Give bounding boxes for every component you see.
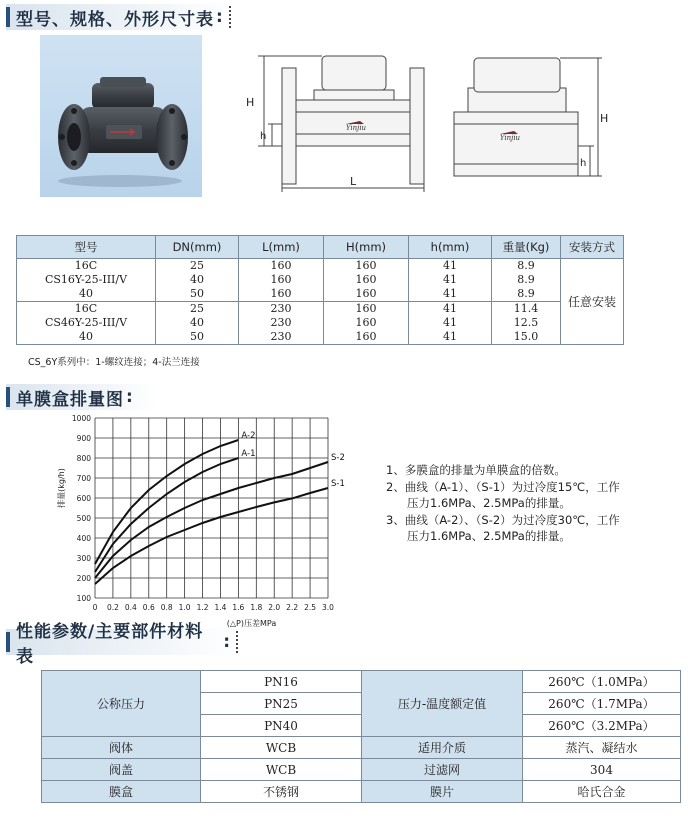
x-tick-label: 0 [92,603,98,612]
cell-weight: 12.5 [492,316,561,330]
pn-value: PN25 [201,693,362,715]
cell-h: 41 [409,302,492,317]
header-dotted-separator [236,631,238,653]
brand-mark-left: Yinjiu [345,124,367,132]
series-label: A-2 [241,431,256,441]
x-tick-label: 1.4 [214,603,227,612]
x-axis-label: (△P)压差MPa [226,619,277,628]
pt-value: 260℃（3.2MPa） [523,715,681,737]
material-table [41,670,681,803]
col-mount: 安装方式 [561,236,624,259]
spec-header-row [17,236,624,259]
cell-h: 41 [409,287,492,302]
title-colon: : [216,7,223,27]
y-tick-label: 600 [76,494,91,503]
cell-H: 160 [324,316,409,330]
cell-H: 160 [324,273,409,287]
title-colon: : [126,387,133,407]
title-colon: : [223,632,230,652]
x-tick-label: 1.8 [250,603,263,612]
x-tick-label: 0.4 [124,603,137,612]
cell-L: 160 [239,273,324,287]
col-L: L(mm) [239,236,324,259]
y-tick-label: 400 [76,534,91,543]
model-cell-2 [17,302,156,345]
product-photo [40,35,202,197]
table-row [42,759,681,781]
cell-dn: 50 [156,330,239,345]
cell-L: 160 [239,287,324,302]
x-tick-label: 0.6 [142,603,155,612]
pn-value: PN40 [201,715,362,737]
col-dn: DN(mm) [156,236,239,259]
section-title-spec: 型号、规格、外形尺寸表 [16,9,214,30]
label-H-left: H [246,96,255,109]
x-tick-label: 2.0 [268,603,281,612]
y-tick-label: 700 [76,474,91,483]
cell-weight: 11.4 [492,302,561,317]
label-L: L [350,175,357,188]
header-accent-bar [6,7,10,27]
section-title-perf: 性能参数/主要部件材料表 [16,622,204,667]
y-tick-label: 800 [76,454,91,463]
col-model: 型号 [17,236,156,259]
cell-L: 230 [239,316,324,330]
model-line: CS16Y-25-III/V [44,273,128,286]
pn-value: PN16 [201,671,362,693]
section-title-curve: 单膜盒排量图 [16,389,124,410]
label-H-right: H [600,112,609,125]
y-tick-label: 1000 [71,414,91,423]
material-value: 不锈钢 [201,781,362,803]
material-label: 膜盒 [42,781,201,803]
col-weight: 重量(Kg) [492,236,561,259]
material-label: 过滤网 [362,759,523,781]
x-tick-label: 2.2 [286,603,299,612]
model-line: 16C [74,302,98,315]
y-tick-label: 200 [76,574,91,583]
table-row [17,259,624,274]
header-dotted-separator [229,6,231,28]
cell-dn: 25 [156,302,239,317]
material-value: WCB [201,737,362,759]
series-label: S-2 [331,453,345,463]
cell-h: 41 [409,259,492,274]
curve-note-1: 1、多膜盒的排量为单膜盒的倍数。 [386,463,566,477]
x-tick-label: 0.2 [106,603,119,612]
series-note: CS_6Y系列中：1-螺纹连接；4-法兰连接 [28,357,200,368]
table-row [42,781,681,803]
nominal-pressure-label: 公称压力 [42,671,201,737]
x-tick-label: 1.2 [196,603,209,612]
discharge-chart [50,410,360,632]
label-h-right: h [580,158,587,169]
section-header-curve [6,384,156,410]
cell-dn: 25 [156,259,239,274]
cell-weight: 8.9 [492,287,561,302]
cell-h: 41 [409,273,492,287]
pt-value: 260℃（1.7MPa） [523,693,681,715]
cell-H: 160 [324,302,409,317]
model-line: CS46Y-25-III/V [44,316,128,329]
cell-H: 160 [324,330,409,345]
cell-H: 160 [324,259,409,274]
y-tick-label: 500 [76,514,91,523]
x-tick-label: 1.6 [232,603,245,612]
cell-H: 160 [324,287,409,302]
cell-weight: 8.9 [492,273,561,287]
material-value: 304 [523,759,681,781]
material-value: 蒸汽、凝结水 [523,737,681,759]
label-h-left: h [260,131,267,142]
pt-value: 260℃（1.0MPa） [523,671,681,693]
y-tick-label: 300 [76,554,91,563]
table-row [42,737,681,759]
material-label: 阀体 [42,737,201,759]
brand-mark-right: Yinjiu [499,134,521,142]
y-axis-label: 排量(kg/h) [57,468,66,508]
cell-dn: 50 [156,287,239,302]
model-line: 40 [79,287,93,300]
curve-note-3-cont: 压力1.6MPa、2.5MPa的排量。 [407,529,571,543]
curve-note-2: 2、曲线（A-1）、（S-1）为过冷度15℃，工作 [386,479,620,494]
model-line: 16C [74,259,98,272]
section-header-perf [6,622,238,667]
header-accent-bar [6,632,10,652]
cell-h: 41 [409,330,492,345]
cell-dn: 40 [156,316,239,330]
spec-table [16,235,624,345]
cell-L: 160 [239,259,324,274]
col-H: H(mm) [324,236,409,259]
steam-trap-image [40,35,202,197]
dimension-drawing [238,42,618,202]
cell-dn: 40 [156,273,239,287]
y-tick-label: 900 [76,434,91,443]
section-header-spec [6,4,236,30]
model-line: 40 [79,330,93,343]
header-accent-bar [6,387,10,407]
pt-rating-label: 压力-温度额定值 [362,671,523,737]
material-label: 膜片 [362,781,523,803]
col-h: h(mm) [409,236,492,259]
model-cell-1 [17,259,156,302]
curve-note-3: 3、曲线（A-2）、（S-2）为过冷度30℃，工作 [386,512,620,527]
y-tick-label: 100 [76,594,91,603]
cell-L: 230 [239,330,324,345]
table-row [17,302,624,317]
material-label: 阀盖 [42,759,201,781]
series-label: S-1 [331,479,345,489]
series-label: A-1 [241,449,256,459]
x-tick-label: 1.0 [178,603,191,612]
series-line-s-1 [95,488,328,584]
x-tick-label: 2.5 [304,603,317,612]
curve-notes [386,462,686,545]
x-tick-label: 3.0 [322,603,334,612]
cell-L: 230 [239,302,324,317]
mount-cell: 任意安装 [561,259,624,345]
cell-h: 41 [409,316,492,330]
material-value: WCB [201,759,362,781]
cell-weight: 8.9 [492,259,561,274]
table-row [42,671,681,693]
material-label: 适用介质 [362,737,523,759]
x-tick-label: 0.8 [160,603,173,612]
cell-weight: 15.0 [492,330,561,345]
curve-note-2-cont: 压力1.6MPa、2.5MPa的排量。 [407,496,571,510]
material-value: 哈氏合金 [523,781,681,803]
